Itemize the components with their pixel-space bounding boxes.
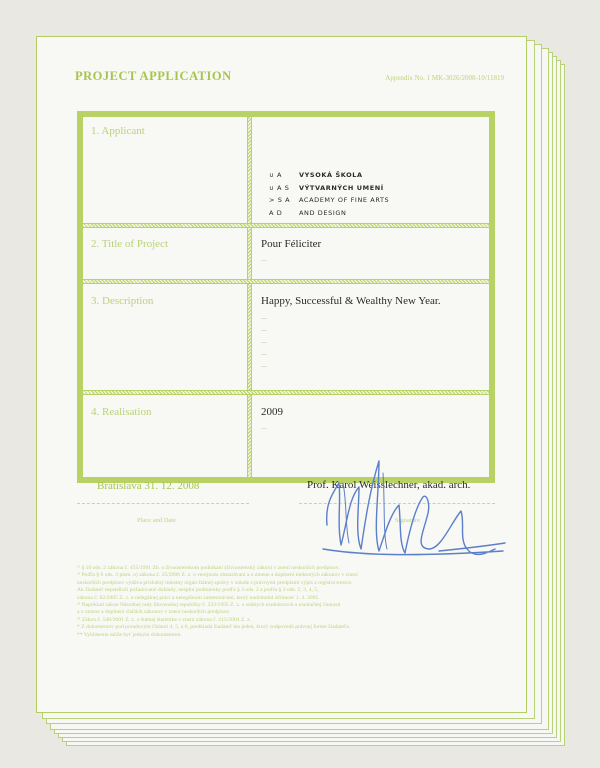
footnote: * Z dokumentov pod poradovým číslami 4, 5, a 6, predkladá žiadateľ len jeden, ktorý zodpovedá právnej forme žiadateľa. [77,624,351,631]
logo-line: VYSOKÁ ŠKOLA [299,171,363,179]
footnote: a o zmene a doplnení ďalších zákonov v znení neskorších predpisov. [77,609,231,616]
footnote: ³⁾ Napríklad zákon Národnej rady Slovenskej republiky č. 233/1995 Z. z. o súdnych exekútoroch a exekučnej činnosti [77,602,341,609]
description-label: 3. Description [91,295,154,307]
logo-text [299,169,419,219]
footnote: ** Vyhlásenie môže byť jedným dokumentom. [77,631,182,638]
title-of-project-label: 2. Title of Project [91,238,169,250]
footnote: zákona č. 82/2005 Z. z. o nelegálnej práci a nelegálnom zamestnávaní, ktorý nadobudol účinnosť 1. 4. 2005. [77,594,320,601]
place-date-value: Bratislava 31. 12. 2008 [97,480,200,492]
logo-line: VÝTVARNÝCH UMENÍ [299,183,384,192]
logo-line: ACADEMY OF FINE ARTS [299,196,390,204]
title-of-project-value: Pour Féliciter [261,238,322,250]
footnote: ¹⁾ § 10 ods. 2 zákona č. 455/1991 Zb. o živnostenskom podnikaní (živnostenský zákon) v znení neskorších predpisov. [77,565,340,571]
footnote: ²⁾ Podľa § 6 ods. 3 písm. o) zákona č. 25/2006 Z. z. o verejnom obstarávaní a o zmene a doplnení niektorých zákonov v znení [77,572,358,579]
signer-name: Prof. Karol Weisslechner, akad. arch. [307,479,471,491]
realisation-label: 4. Realisation [91,406,152,418]
title-of-project-dots: ... [261,254,267,263]
row-divider [83,390,489,395]
applicant-label: 1. Applicant [91,125,145,137]
row-divider [83,279,489,284]
description-dots: ... ... ... ... ... [261,312,267,369]
appendix-number: Appendix No. 1 MK-3026/2008-10/11819 [385,74,504,82]
page-title: PROJECT APPLICATION [75,69,232,83]
logo-line: AND DESIGN [299,208,347,217]
logo-mark-line: A D [269,208,283,217]
logo-mark-line: > S A [269,196,291,204]
footnote: neskorších predpisov vydáva príslušný miestny orgán štátnej správy v súlade s právnymi predpismi výpis z registra trestov. [77,579,353,586]
realisation-value: 2009 [261,406,283,418]
realisation-dots: ... [261,422,267,431]
logo-mark [269,169,291,219]
application-sheet [36,36,527,713]
place-date-label: Place and Date [137,517,176,524]
place-date-line [77,503,249,504]
logo-mark-line: ∪ A [269,171,283,179]
description-value: Happy, Successful & Wealthy New Year. [261,295,441,307]
row-divider [83,223,489,228]
application-form [77,111,495,483]
footnotes [77,565,497,639]
footnote: ⁴⁾ Zákon č. 540/2001 Z. z. o štátnej štatistike v znení zákona č. 215/2004 Z. z. [77,616,252,623]
column-divider [247,117,252,477]
logo-mark-line: ∪ A S [269,183,290,192]
signature-label: Signature [395,517,420,524]
footnote: Ak žiadateľ nepredloží požadované doklady, nesplní podmienky podľa § 3 ods. 2 a podľa § 3 ods. 2, 3, 4, 5, [77,587,319,594]
handwritten-signature [319,453,509,563]
